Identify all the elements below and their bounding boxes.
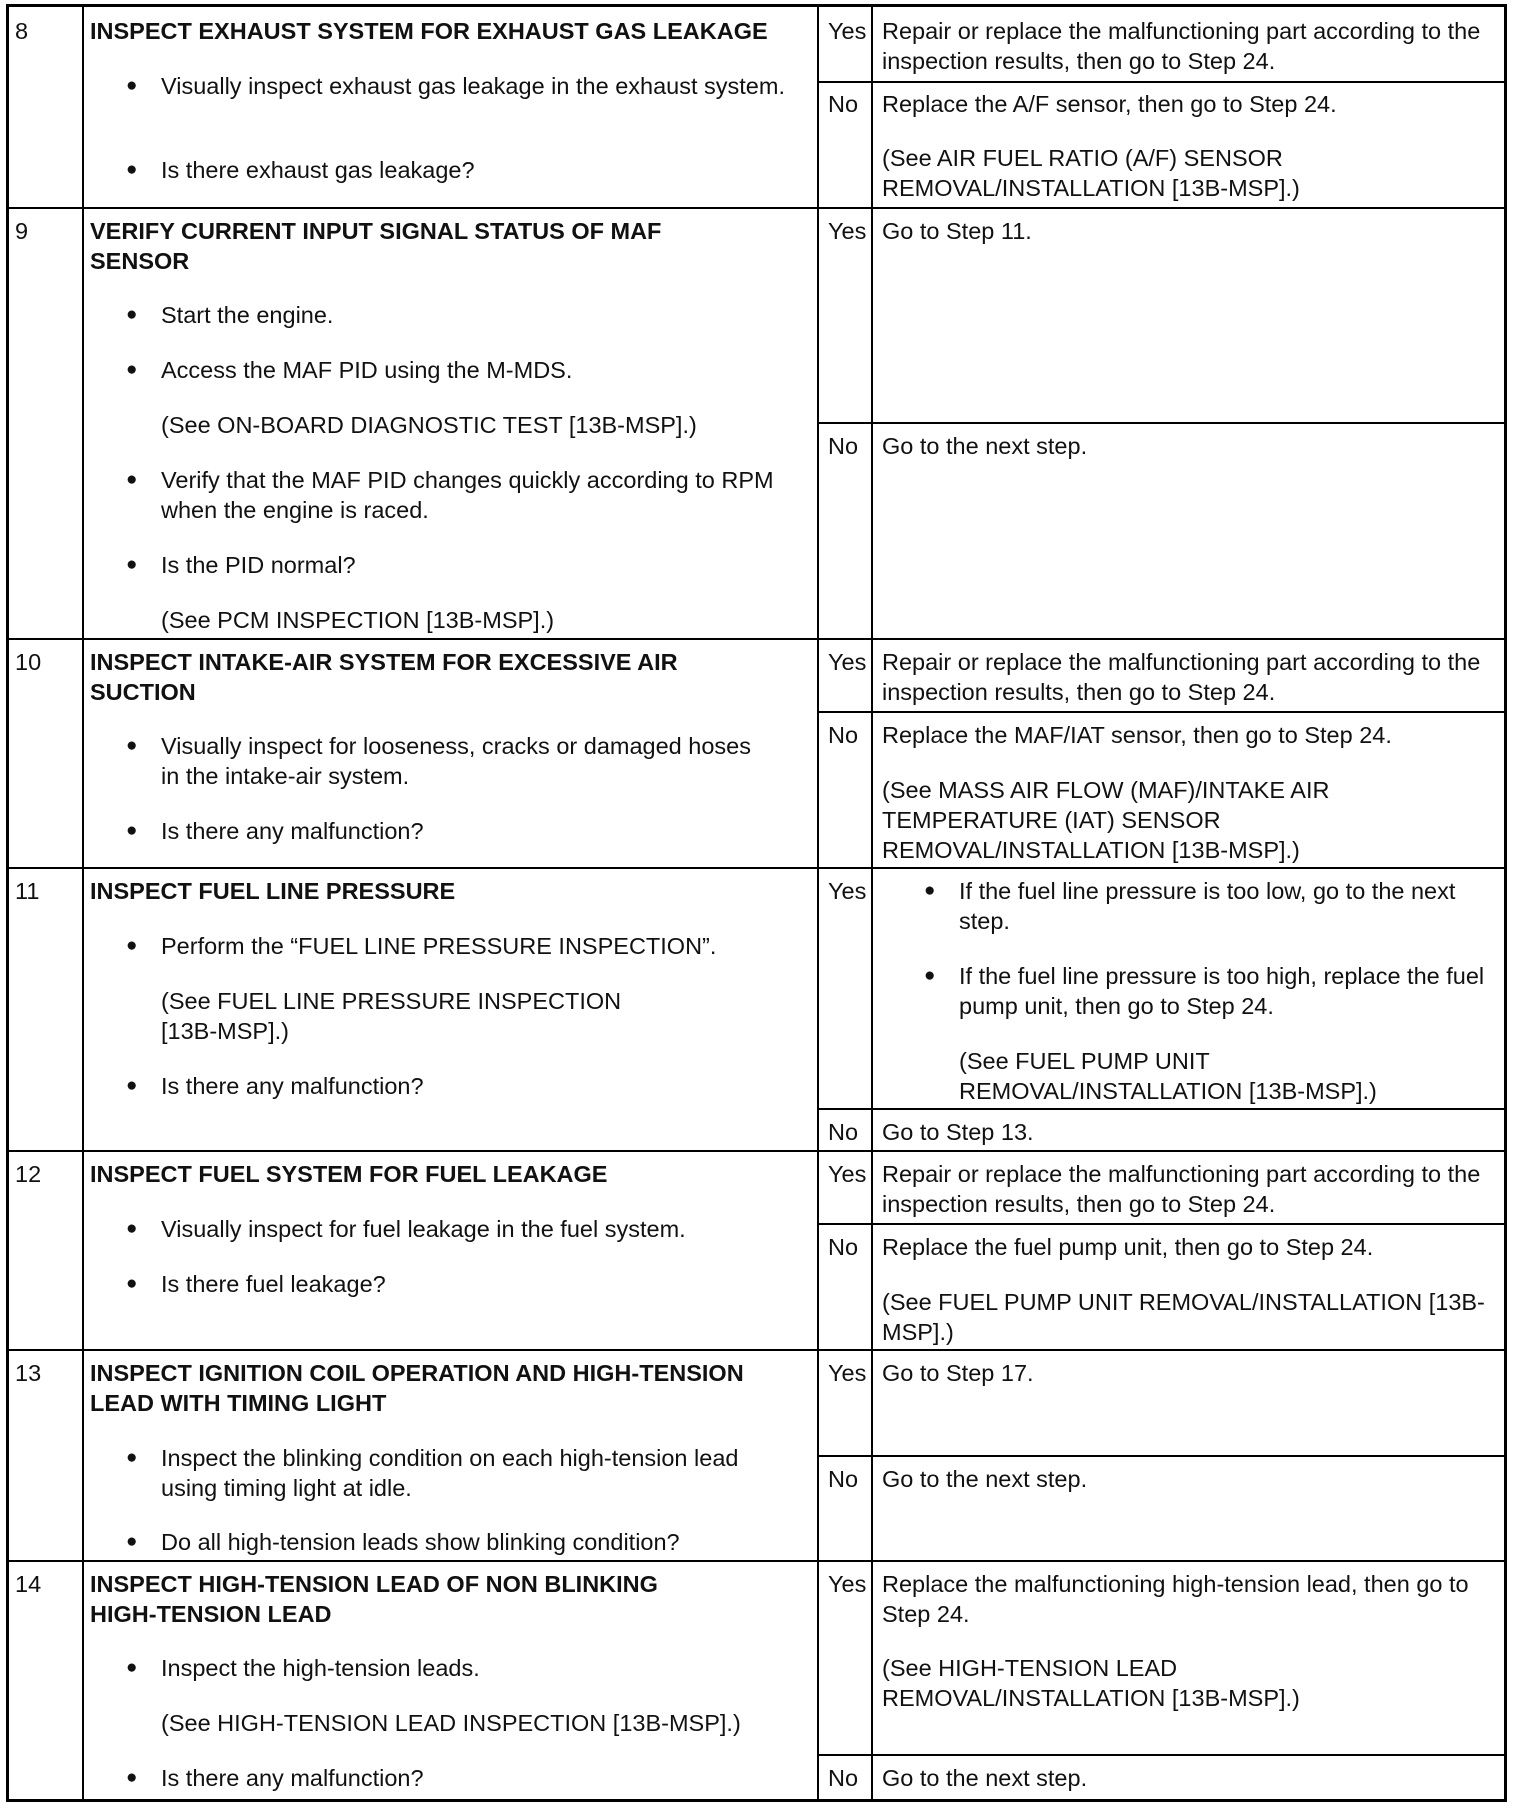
step-title: INSPECT FUEL SYSTEM FOR FUEL LEAKAGE (90, 1161, 608, 1187)
troubleshooting-table (6, 4, 1507, 1802)
answer-divider (817, 1754, 1504, 1756)
row-divider (9, 1560, 1504, 1562)
answer-no-label: No (828, 1466, 859, 1492)
answer-no-text: Go to the next step. (882, 1765, 1088, 1791)
step-title: INSPECT HIGH-TENSION LEAD OF NON BLINKING HIGH-TENSION LEAD (90, 1571, 658, 1627)
answer-yes-label: Yes (828, 649, 867, 675)
answer-divider (817, 1455, 1504, 1457)
answer-yes-bullet: ● If the fuel line pressure is too high, replace the fuel pump unit, then go to Step 24. (959, 961, 1489, 1021)
answer-no-text: Replace the MAF/IAT sensor, then go to Step 24. (882, 722, 1392, 748)
step-bullet: ● Start the engine. (161, 300, 801, 330)
answer-no-label: No (828, 433, 859, 459)
step-bullet: ● Inspect the high-tension leads. (161, 1653, 801, 1683)
answer-divider (817, 1108, 1504, 1110)
answer-yes-label: Yes (828, 1161, 867, 1187)
step-number: 8 (15, 18, 29, 44)
step-bullet: ● Perform the “FUEL LINE PRESSURE INSPECTION”. (161, 931, 801, 961)
step-title: INSPECT FUEL LINE PRESSURE (90, 878, 456, 904)
answer-no-text: Replace the A/F sensor, then go to Step 24. (882, 91, 1337, 117)
answer-yes-text: Repair or replace the malfunctioning part according to the inspection results, then go to Step 24. (882, 649, 1481, 705)
answer-no-note: (See FUEL PUMP UNIT REMOVAL/INSTALLATION [13B-MSP].) (882, 1289, 1485, 1345)
step-note: (See FUEL LINE PRESSURE INSPECTION [13B-MSP].) (161, 988, 622, 1044)
column-divider (871, 7, 873, 1799)
step-title: INSPECT EXHAUST SYSTEM FOR EXHAUST GAS LEAKAGE (90, 18, 768, 44)
step-bullet: ● Is the PID normal? (161, 550, 801, 580)
step-bullet: ● Visually inspect exhaust gas leakage in the exhaust system. (161, 71, 801, 101)
step-note: (See PCM INSPECTION [13B-MSP].) (161, 607, 555, 633)
step-note: (See HIGH-TENSION LEAD INSPECTION [13B-MSP].) (161, 1710, 741, 1736)
step-bullet: ● Verify that the MAF PID changes quickly according to RPM when the engine is raced. (161, 465, 801, 525)
answer-no-note: (See AIR FUEL RATIO (A/F) SENSOR REMOVAL/INSTALLATION [13B-MSP].) (882, 145, 1300, 201)
answer-no-label: No (828, 722, 859, 748)
step-title: INSPECT IGNITION COIL OPERATION AND HIGH-TENSION LEAD WITH TIMING LIGHT (90, 1360, 744, 1416)
step-bullet: ● Inspect the blinking condition on each high-tension lead using timing light at idle. (161, 1443, 801, 1503)
column-divider (82, 7, 84, 1799)
answer-yes-text: Go to Step 11. (882, 218, 1032, 244)
step-note: (See ON-BOARD DIAGNOSTIC TEST [13B-MSP].) (161, 412, 697, 438)
answer-yes-text: Replace the malfunctioning high-tension lead, then go to Step 24. (882, 1571, 1469, 1627)
step-bullet: ● Is there fuel leakage? (161, 1269, 801, 1299)
answer-yes-label: Yes (828, 218, 867, 244)
step-bullet: ● Is there any malfunction? (161, 1763, 801, 1793)
answer-yes-label: Yes (828, 1360, 867, 1386)
answer-divider (817, 1223, 1504, 1225)
answer-yes-label: Yes (828, 18, 867, 44)
answer-yes-label: Yes (828, 878, 867, 904)
step-bullet: ● Is there any malfunction? (161, 816, 801, 846)
answer-yes-text: Go to Step 17. (882, 1360, 1034, 1386)
step-number: 9 (15, 218, 29, 244)
row-divider (9, 867, 1504, 869)
step-bullet: ● Do all high-tension leads show blinking condition? (161, 1527, 811, 1557)
row-divider (9, 638, 1504, 640)
answer-no-note: (See MASS AIR FLOW (MAF)/INTAKE AIR TEMPERATURE (IAT) SENSOR REMOVAL/INSTALLATION [13B-MSP].) (882, 777, 1330, 863)
answer-yes-note: (See HIGH-TENSION LEAD REMOVAL/INSTALLATION [13B-MSP].) (882, 1655, 1300, 1711)
answer-no-label: No (828, 1234, 859, 1260)
step-number: 10 (15, 649, 42, 675)
step-bullet: ● Is there any malfunction? (161, 1071, 801, 1101)
step-number: 11 (15, 878, 40, 904)
step-title: INSPECT INTAKE-AIR SYSTEM FOR EXCESSIVE AIR SUCTION (90, 649, 678, 705)
answer-no-label: No (828, 1119, 859, 1145)
step-bullet: ● Access the MAF PID using the M-MDS. (161, 355, 801, 385)
step-number: 13 (15, 1360, 42, 1386)
answer-divider (817, 711, 1504, 713)
step-bullet: ● Is there exhaust gas leakage? (161, 155, 801, 185)
step-title: VERIFY CURRENT INPUT SIGNAL STATUS OF MAF SENSOR (90, 218, 662, 274)
step-number: 12 (15, 1161, 42, 1187)
answer-yes-note: (See FUEL PUMP UNIT REMOVAL/INSTALLATION [13B-MSP].) (959, 1048, 1377, 1104)
answer-divider (817, 81, 1504, 83)
row-divider (9, 1349, 1504, 1351)
answer-yes-bullet: ● If the fuel line pressure is too low, go to the next step. (959, 876, 1489, 936)
step-bullet: ● Visually inspect for fuel leakage in the fuel system. (161, 1214, 801, 1244)
answer-yes-text: Repair or replace the malfunctioning part according to the inspection results, then go to Step 24. (882, 18, 1481, 74)
answer-yes-text: Repair or replace the malfunctioning part according to the inspection results, then go to Step 24. (882, 1161, 1481, 1217)
row-divider (9, 207, 1504, 209)
answer-no-text: Replace the fuel pump unit, then go to Step 24. (882, 1234, 1374, 1260)
answer-no-label: No (828, 1765, 859, 1791)
step-bullet: ● Visually inspect for looseness, cracks or damaged hoses in the intake-air system. (161, 731, 761, 791)
row-divider (9, 1150, 1504, 1152)
answer-no-text: Go to Step 13. (882, 1119, 1034, 1145)
answer-no-label: No (828, 91, 859, 117)
answer-no-text: Go to the next step. (882, 1466, 1088, 1492)
answer-divider (817, 422, 1504, 424)
answer-no-text: Go to the next step. (882, 433, 1088, 459)
answer-yes-label: Yes (828, 1571, 867, 1597)
step-number: 14 (15, 1571, 42, 1597)
